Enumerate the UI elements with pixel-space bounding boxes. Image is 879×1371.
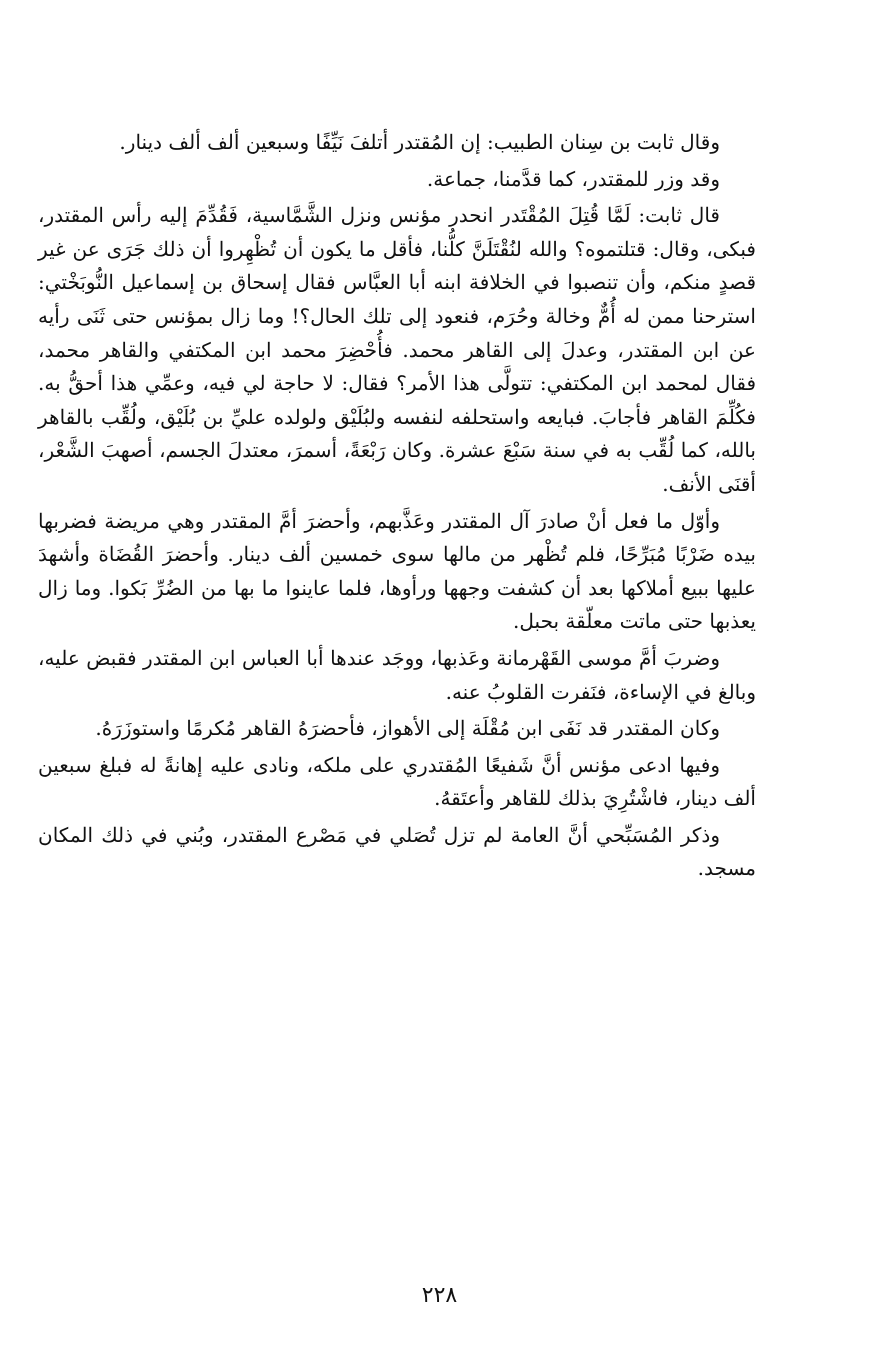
paragraph-accession-qahir: قال ثابت: لَمَّا قُتِلَ المُقْتَدر انحدر مؤنس ونزل الشَّمَّاسية، فَقُدِّمَ إليه رأس المقتدر، فبكى، وقال: قتلتموه؟ والله لنُقْتَلَنَّ كلُّنا، فأقل ما يكون أن تُظْهِروا أن ذلك جَرَى عن غير قصدٍ منكم، وأن تنصبوا في الخلافة ابنه أبا العبَّاس فقال إسحاق بن إسماعيل النُّوبَخْتي: استرحنا ممن له أُمٌّ وخالة وحُرَم، فنعود إلى تلك الحال؟! وما زال بمؤنس حتى ثَنَى رأيه عن ابن المقتدر، وعدلَ إلى القاهر محمد. فأُحْضِرَ محمد ابن المكتفي والقاهر محمد، فقال لمحمد ابن المكتفي: تتولَّى هذا الأمر؟ فقال: لا حاجة لي فيه، وعمِّي هذا أحقُّ به. فكُلِّمَ القاهر فأجابَ. فبايعه واستحلفه لنفسه ولبُلَيْق ولولده عليِّ بن بُلَيْق، ولُقِّب بالقاهر بالله، كما لُقِّب به في سنة سَبْعَ عشرة. وكان رَبْعَةً، أسمرَ، معتدلَ الجسم، أصهبَ الشَّعْر، أقنَى الأنف. — [38, 203, 756, 496]
paragraph-viziers: وقد وزر للمقتدر، كما قدَّمنا، جماعة. — [426, 166, 720, 191]
paragraph-shafi: وفيها ادعى مؤنس أنَّ شَفيعًا المُقتدري على ملكه، ونادى عليه إهانةً له فبلغ سبعين ألف دينار، فاشْتُرِيَ بذلك للقاهر وأعتَقهُ. — [38, 752, 756, 811]
paragraph-confiscation: وأوّل ما فعل أنْ صادرَ آل المقتدر وعَذَّبهم، وأحضرَ أمَّ المقتدر وهي مريضة فضربها بيده ضَرْبًا مُبَرِّحًا، فلم تُظْهر من مالها سوى خمسين ألف دينار. وأحضرَ القُضَاة وأشهدَ عليها ببيع أملاكها بعد أن كشفت وجهها ورأوها، فلما عاينوا ما بها من الضُرِّ بَكوا. وما زال يعذبها حتى ماتت معلّقة بحبل. — [38, 508, 756, 634]
paragraph-musabbihi: وذكر المُسَبِّحي أنَّ العامة لم تزل تُصَلي في مَصْرع المقتدر، وبُني في ذلك المكان مسجد. — [38, 822, 756, 881]
paragraph-umm-musa: وضربَ أمَّ موسى القَهْرمانة وعَذبها، ووجَد عندها أبا العباس ابن المقتدر فقبض عليه، وبالغ في الإساءة، فنَفرت القلوبُ عنه. — [38, 645, 756, 704]
page-body — [38, 126, 756, 889]
paragraph-ibn-muqla: وكان المقتدر قد نَفَى ابن مُقْلَة إلى الأهواز، فأحضرَهُ القاهر مُكرمًا واستوزَرَهُ. — [95, 716, 720, 741]
paragraph-thabit-quote: وقال ثابت بن سِنان الطبيب: إن المُقتدر أتلفَ نَيِّفًا وسبعين ألف ألف دينار. — [119, 130, 720, 154]
page-number: ٢٢٨ — [421, 1283, 458, 1308]
